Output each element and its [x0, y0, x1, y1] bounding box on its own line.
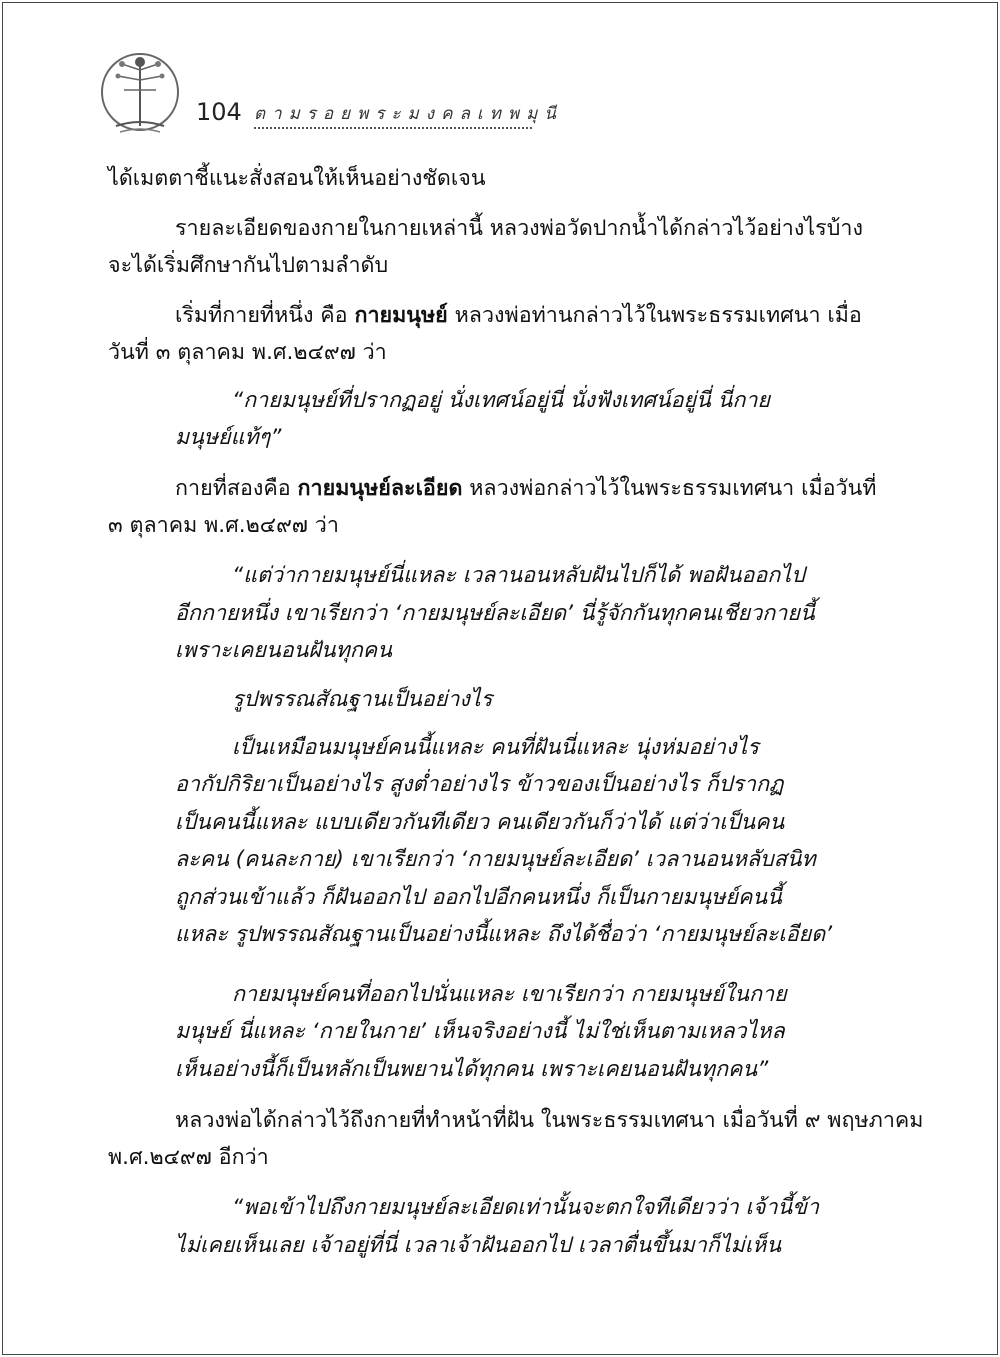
quote-line: ละคน (คนละกาย) เขาเรียกว่า ‘กายมนุษย์ละเอียด’ เวลานอนหลับสนิท: [175, 847, 816, 872]
running-title: ตามรอยพระมงคลเทพมุนี: [254, 104, 563, 124]
text-line: จะได้เริ่มศึกษากันไปตามลำดับ: [108, 253, 389, 278]
lotus-tree-logo-icon: [98, 40, 186, 140]
text-line: หลวงพ่อได้กล่าวไว้ถึงกายที่ทำหน้าที่ฝัน ในพระธรรมเทศนา เมื่อวันที่ ๙ พฤษภาคม: [175, 1108, 924, 1133]
term-refined-human-body: กายมนุษย์ละเอียด: [297, 476, 463, 501]
quote-line: อีกกายหนึ่ง เขาเรียกว่า ‘กายมนุษย์ละเอียด’ นี่รู้จักกันทุกคนเชียวกายนี้: [175, 601, 815, 626]
quote-line: ไม่เคยเห็นเลย เจ้าอยู่ที่นี่ เวลาเจ้าฝันออกไป เวลาตื่นขึ้นมาก็ไม่เห็น: [175, 1233, 782, 1258]
quote-line: “พอเข้าไปถึงกายมนุษย์ละเอียดเท่านั้นจะตกใจทีเดียวว่า เจ้านี้ข้า: [232, 1195, 820, 1220]
quote-line: รูปพรรณสัณฐานเป็นอย่างไร: [232, 687, 493, 712]
text-span: กายที่สองคือ: [175, 476, 298, 501]
quote-line: กายมนุษย์คนที่ออกไปนั่นแหละ เขาเรียกว่า กายมนุษย์ในกาย: [232, 982, 787, 1007]
text-line: รายละเอียดของกายในกายเหล่านี้ หลวงพ่อวัดปากน้ำได้กล่าวไว้อย่างไรบ้าง: [175, 216, 863, 241]
text-line: พ.ศ.๒๔๙๗ อีกว่า: [108, 1145, 269, 1170]
text-line: ๓ ตุลาคม พ.ศ.๒๔๙๗ ว่า: [108, 513, 339, 538]
quote-line: เห็นอย่างนี้ก็เป็นหลักเป็นพยานได้ทุกคน เพราะเคยนอนฝันทุกคน”: [175, 1057, 769, 1082]
text-span: หลวงพ่อกล่าวไว้ในพระธรรมเทศนา เมื่อวันที่: [462, 476, 877, 501]
text-line: ได้เมตตาชี้แนะสั่งสอนให้เห็นอย่างชัดเจน: [108, 166, 486, 191]
quote-line: แหละ รูปพรรณสัณฐานเป็นอย่างนี้แหละ ถึงได้ชื่อว่า ‘กายมนุษย์ละเอียด’: [175, 922, 833, 947]
quote-line: มนุษย์แท้ๆ”: [175, 425, 282, 450]
running-title-dotted-rule: [254, 127, 532, 129]
quote-line: “แต่ว่ากายมนุษย์นี่แหละ เวลานอนหลับฝันไปก็ได้ พอฝันออกไป: [232, 563, 805, 588]
quote-line: เพราะเคยนอนฝันทุกคน: [175, 638, 392, 663]
quote-line: อากัปกิริยาเป็นอย่างไร สูงต่ำอย่างไร ข้าวของเป็นอย่างไร ก็ปรากฏ: [175, 772, 784, 797]
quote-line: มนุษย์ นี่แหละ ‘กายในกาย’ เห็นจริงอย่างนี้ ไม่ใช่เห็นตามเหลวไหล: [175, 1019, 785, 1044]
term-human-body: กายมนุษย์: [354, 303, 448, 328]
quote-line: เป็นเหมือนมนุษย์คนนี้แหละ คนที่ฝันนี่แหละ นุ่งห่มอย่างไร: [232, 735, 759, 760]
text-line: วันที่ ๓ ตุลาคม พ.ศ.๒๔๙๗ ว่า: [108, 340, 387, 365]
text-line: [175, 474, 876, 504]
quote-line: เป็นคนนี้แหละ แบบเดียวกันทีเดียว คนเดียวกันก็ว่าได้ แต่ว่าเป็นคน: [175, 810, 785, 835]
text-span: หลวงพ่อท่านกล่าวไว้ในพระธรรมเทศนา เมื่อ: [447, 303, 862, 328]
text-span: เริ่มที่กายที่หนึ่ง คือ: [175, 303, 355, 328]
text-line: [175, 301, 862, 331]
quote-line: “กายมนุษย์ที่ปรากฏอยู่ นั่งเทศน์อยู่นี่ นั่งฟังเทศน์อยู่นี่ นี่กาย: [232, 388, 771, 413]
page-number: 104: [196, 98, 242, 126]
quote-line: ถูกส่วนเข้าแล้ว ก็ฝันออกไป ออกไปอีกคนหนึ่ง ก็เป็นกายมนุษย์คนนี้: [175, 885, 782, 910]
